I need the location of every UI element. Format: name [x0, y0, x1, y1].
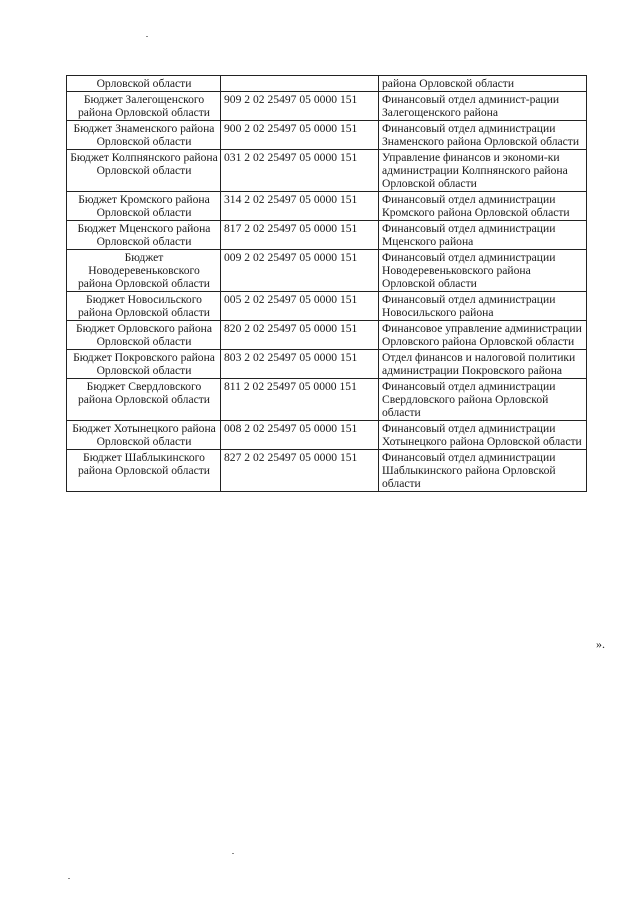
budget-code-cell: 909 2 02 25497 05 0000 151 [221, 92, 379, 121]
budget-name-cell: Бюджет Новосильского района Орловской области [67, 292, 221, 321]
budget-name-cell: Бюджет Знаменского района Орловской области [67, 121, 221, 150]
budget-name-cell: Бюджет Новодеревеньковского района Орловской области [67, 250, 221, 292]
budget-code-cell: 031 2 02 25497 05 0000 151 [221, 150, 379, 192]
budget-name-cell: Бюджет Кромского района Орловской области [67, 192, 221, 221]
recipient-cell: Финансовый отдел администрации Хотынецкого района Орловской области [379, 421, 587, 450]
budget-code-cell: 314 2 02 25497 05 0000 151 [221, 192, 379, 221]
budget-name-cell: Бюджет Хотынецкого района Орловской области [67, 421, 221, 450]
budget-code-cell: 900 2 02 25497 05 0000 151 [221, 121, 379, 150]
recipient-cell: района Орловской области [379, 76, 587, 92]
table-row [67, 121, 587, 150]
recipient-cell: Финансовый отдел администрации Шаблыкинского района Орловской области [379, 450, 587, 492]
budget-code-cell: 827 2 02 25497 05 0000 151 [221, 450, 379, 492]
recipient-cell: Управление финансов и экономи-ки администрации Колпнянского района Орловской области [379, 150, 587, 192]
scan-speck [68, 878, 70, 879]
scan-speck [232, 853, 234, 854]
budget-name-cell: Бюджет Орловского района Орловской области [67, 321, 221, 350]
table-row [67, 92, 587, 121]
budget-code-cell: 005 2 02 25497 05 0000 151 [221, 292, 379, 321]
table-row [67, 321, 587, 350]
closing-quote-mark: ». [596, 637, 605, 651]
budget-table [66, 75, 587, 492]
table-row [67, 192, 587, 221]
recipient-cell: Финансовый отдел администрации Новосильского района [379, 292, 587, 321]
budget-code-cell: 820 2 02 25497 05 0000 151 [221, 321, 379, 350]
budget-name-cell: Бюджет Свердловского района Орловской области [67, 379, 221, 421]
recipient-cell: Финансовый отдел администрации Новодеревеньковского района Орловской области [379, 250, 587, 292]
budget-code-cell: 009 2 02 25497 05 0000 151 [221, 250, 379, 292]
table-row [67, 350, 587, 379]
table-row [67, 379, 587, 421]
budget-name-cell: Бюджет Мценского района Орловской области [67, 221, 221, 250]
table-row [67, 250, 587, 292]
budget-code-cell: 817 2 02 25497 05 0000 151 [221, 221, 379, 250]
recipient-cell: Отдел финансов и налоговой политики администрации Покровского района [379, 350, 587, 379]
budget-name-cell: Бюджет Шаблыкинского района Орловской области [67, 450, 221, 492]
budget-code-cell: 008 2 02 25497 05 0000 151 [221, 421, 379, 450]
recipient-cell: Финансовое управление администрации Орловского района Орловской области [379, 321, 587, 350]
table-row [67, 450, 587, 492]
budget-code-cell: 803 2 02 25497 05 0000 151 [221, 350, 379, 379]
recipient-cell: Финансовый отдел администрации Кромского района Орловской области [379, 192, 587, 221]
recipient-cell: Финансовый отдел администрации Знаменского района Орловской области [379, 121, 587, 150]
budget-name-cell: Бюджет Залегощенского района Орловской области [67, 92, 221, 121]
recipient-cell: Финансовый отдел администрации Свердловского района Орловской области [379, 379, 587, 421]
table-row [67, 150, 587, 192]
budget-code-cell: 811 2 02 25497 05 0000 151 [221, 379, 379, 421]
scan-speck [146, 36, 148, 37]
budget-name-cell: Бюджет Колпнянского района Орловской области [67, 150, 221, 192]
table-row [67, 292, 587, 321]
recipient-cell: Финансовый отдел админист-рации Залегощенского района [379, 92, 587, 121]
table-row [67, 421, 587, 450]
recipient-cell: Финансовый отдел администрации Мценского района [379, 221, 587, 250]
budget-name-cell: Орловской области [67, 76, 221, 92]
table-row [67, 76, 587, 92]
budget-code-cell [221, 76, 379, 92]
table-row [67, 221, 587, 250]
budget-name-cell: Бюджет Покровского района Орловской области [67, 350, 221, 379]
